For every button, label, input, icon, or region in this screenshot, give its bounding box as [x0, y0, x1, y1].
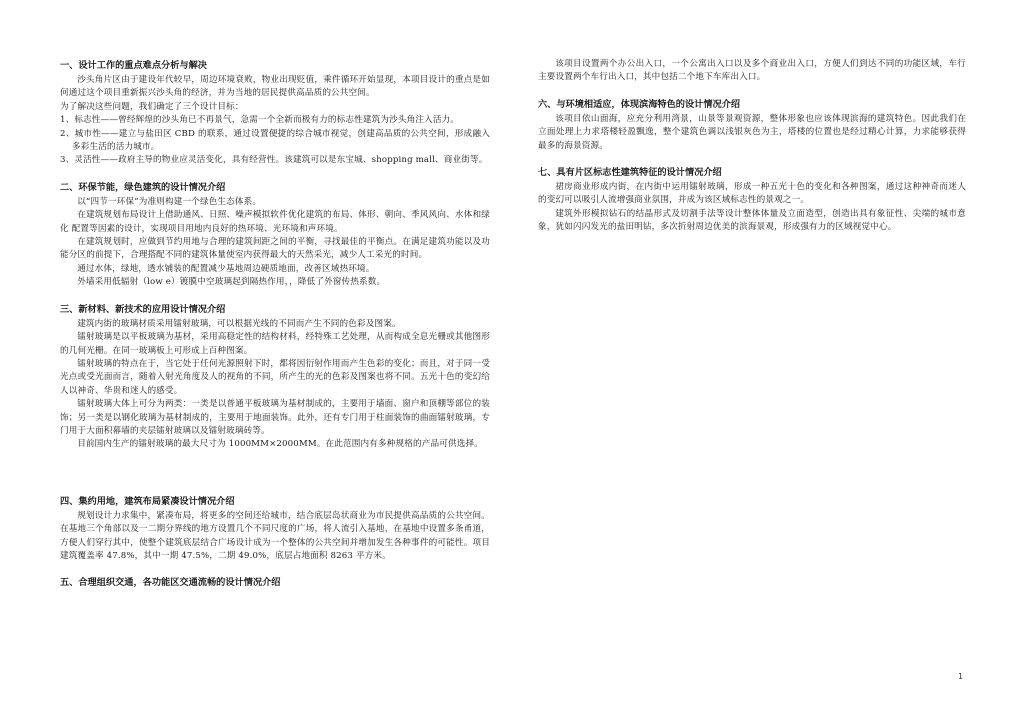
paragraph: 在建筑规划布局设计上借助通风、日照、噪声模拟软件优化建筑的布局、体形、朝向、季风风向、水体和绿化 配置等因素的设计，实现项目用地内良好的热环境、光环境和声环境。 [60, 210, 490, 234]
paragraph: 建筑外形模拟钻石的结晶形式及切割手法等设计整体体量及立面造型，创造出具有象征性、尖端的城市意象，犹如闪闪发光的盐田明钻，多次折射周边优美的滨海景观，形成强有力的区域视觉中心。 [538, 208, 966, 233]
paragraph: 镭射玻璃是以平板玻璃为基材，采用高稳定性的结构材料，经特殊工艺处理，从而构成全息光栅或其他图形的几何光栅。在同一玻璃板上可形成上百种图案。 [60, 332, 490, 356]
paragraph: 镭射玻璃大体上可分为两类：一类是以普通平板玻璃为基材制成的，主要用于墙面、窗户和顶棚等部位的装饰；另一类是以钢化玻璃为基材制成的，主要用于地面装饰。此外，还有专门用于柱面装饰的曲面镭射玻璃，专门用于大面积幕墙的夹层镭射玻璃以及镭射玻璃砖等。 [60, 399, 490, 436]
left-section-3 [60, 302, 490, 452]
left-section-2 [60, 180, 490, 290]
paragraph: 在建筑规划时，应做到节约用地与合理的建筑间距之间的平衡，寻找最佳的平衡点。在满足建筑功能以及功能分区的前提下，合理搭配不同的建筑体量使室内获得最大的天然采光，减少人工采光的时间。 [60, 237, 490, 261]
left-section-1 [60, 58, 490, 168]
right-section-2 [538, 97, 966, 153]
section-heading: 三、新材料、新技术的应用设计情况介绍 [60, 303, 226, 315]
section-heading: 七、具有片区标志性建筑特征的设计情况介绍 [538, 167, 722, 179]
paragraph: 为了解决这些问题，我们确定了三个设计目标： [60, 101, 244, 112]
section-spacer [60, 464, 490, 494]
paragraph: 该项目设置两个办公出入口，一个公寓出入口以及多个商业出入口，方便人们到达不同的功能区域，车行主要设置两个车行出入口，其中包括二个地下车库出入口。 [538, 59, 966, 83]
section-heading: 一、设计工作的重点难点分析与解决 [60, 60, 207, 71]
right-section-1 [538, 58, 966, 85]
paragraph: 该项目依山面海，应充分利用湾景，山景等景观资源，整体形象也应该体现滨海的建筑特色。因此我们在立面处理上力求塔楼轻盈飘逸，整个建筑色调以浅银灰色为主，塔楼的位置也是经过精心计算，力求能够获得最多的海景资源。 [538, 113, 966, 151]
paragraph: 通过水体，绿地，透水铺装的配置减少基地周边硬质地面，改善区域热环境。 [77, 263, 375, 274]
paragraph: 外墙采用低辐射（low e）镀膜中空玻璃起到隔热作用，，降低了外窗传热系数。 [77, 277, 386, 288]
page-number: 1 [958, 672, 964, 681]
right-column [538, 58, 966, 247]
paragraph: 以“四节一环保”为准则构建一个绿色生态体系。 [77, 196, 262, 207]
paragraph: 沙头角片区由于建设年代较早，周边环境衰败，物业出现贬值，乘件循环开始显现，本项目设计的重点是如何通过这个项目重新振兴沙头角的经济，并为当地的居民提供高品质的公共空间。 [60, 75, 490, 99]
section-heading: 五、合理组织交通，各功能区交通流畅的设计情况介绍 [60, 577, 281, 589]
section-heading: 四、集约用地，建筑布局紧凑设计情况介绍 [60, 495, 235, 507]
section-heading: 六、与环境相适应，体现滨海特色的设计情况介绍 [538, 98, 741, 110]
paragraph: 规划设计力求集中，紧凑布局，将更多的空间还给城市，结合底层岛状商业为市民提供高品质的公共空间。在基地三个角部以及一二期分界线的地方设置几个不同尺度的广场，将人流引入基地，在基地中设置多条甬道，方便人们穿行其中，使整个建筑底层结合广场设计成为一个整体的公共空间并增加发生各种事件的可能性。项目建筑覆盖率 47.8%，其中一期 47.5%，二期 49.0%，底层占地面积 8263 平方米。 [60, 510, 490, 561]
paragraph: 2、城市性——建立与盐田区 CBD 的联系，通过设置便捷的综合城市视觉，创建高品质的公共空间，形成融入多彩生活的活力城市。 [60, 128, 490, 153]
left-section-4 [60, 494, 490, 564]
paragraph: 镭射玻璃的特点在于，当它处于任何光源照射下时，都将因衍射作用而产生色彩的变化；而且，对于同一受光点或受光面而言，随着入射光角度及人的视角的不同，所产生的光的色彩及图案也将不同。五光十色的变幻给人以神奇、华贵和迷人的感受。 [60, 358, 490, 396]
left-section-5 [60, 575, 490, 590]
right-section-3 [538, 165, 966, 235]
paragraph: 建筑内街的玻璃材质采用镭射玻璃，可以根据光线的不同而产生不同的色彩及图案。 [77, 318, 401, 329]
paragraph: 裙房商业形成内街，在内街中运用镭射玻璃，形成一种五光十色的变化和各种图案，通过这种神奇而迷人的变幻可以吸引人流增强商业氛围，并成为该区域标志性的景观之一。 [538, 182, 966, 206]
paragraph: 3、灵活性——政府主导的物业应灵活变化，具有经营性。该建筑可以是东宝城、shopping mall、商业街等。 [60, 155, 488, 166]
paragraph: 1、标志性——曾经辉煌的沙头角已不再景气，急需一个全新而极有力的标志性建筑为沙头角注入活力。 [60, 115, 460, 126]
section-heading: 二、环保节能，绿色建筑的设计情况介绍 [60, 181, 226, 193]
paragraph: 目前国内生产的镭射玻璃的最大尺寸为 1000MM×2000MM。在此范围内有多种规格的产品可供选择。 [77, 439, 483, 450]
left-column [60, 58, 490, 602]
